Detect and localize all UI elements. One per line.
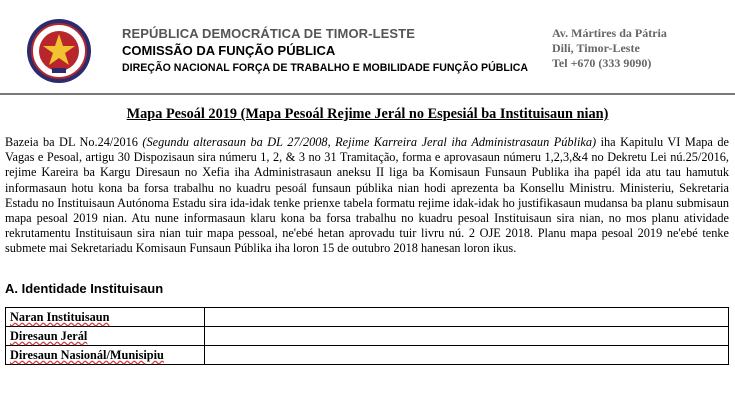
document-title: Mapa Pesoál 2019 (Mapa Pesoál Rejime Jerál no Espesiál ba Instituisaun nian) (126, 106, 609, 122)
national-directorate-field[interactable] (205, 346, 729, 365)
cfp-seal-icon (26, 18, 92, 84)
row-label: Diresaun Jerál (6, 327, 205, 346)
para-italic: (Segundu alterasaun ba DL 27/2008, Rejime Karreira Jeral iha Administrasaun Públika) (142, 135, 597, 149)
header-divider (0, 93, 735, 95)
intro-paragraph (5, 135, 729, 257)
directorate-name: DIREÇÃO NACIONAL FORÇA DE TRABALHO E MOBILIDADE FUNÇÃO PÚBLICA (122, 62, 529, 74)
table-row (6, 308, 729, 327)
section-heading: A. Identidade Instituisaun (5, 281, 164, 296)
address-city: Dili, Timor-Leste (552, 41, 640, 55)
institution-name-field[interactable] (205, 308, 729, 327)
identity-table (5, 307, 729, 365)
document-header (0, 0, 735, 96)
address-block (552, 26, 667, 71)
republic-name: REPÚBLICA DEMOCRÁTICA DE TIMOR-LESTE (122, 26, 415, 41)
address-street: Av. Mártires da Pátria (552, 26, 667, 40)
commission-name: COMISSÃO DA FUNÇÃO PÚBLICA (122, 43, 336, 58)
row-label: Naran Instituisaun (6, 308, 205, 327)
table-row (6, 346, 729, 365)
organization-block (122, 26, 528, 75)
general-directorate-field[interactable] (205, 327, 729, 346)
row-label: Diresaun Nasionál/Munisipiu (6, 346, 205, 365)
table-row (6, 327, 729, 346)
address-phone: Tel +670 (333 9090) (552, 56, 652, 70)
para-start: Bazeia ba DL No.24/2016 (5, 135, 143, 149)
para-rest: iha Kapitulu VI Mapa de Vagas e Pesoal, artigu 30 Dispozisaun sira númeru 1, 2, & 3 no 31 Tramitação, forma e aprovasaun númeru 1,2,3,&4 no Dekretu Lei nú.25/2016, rejime Kareira ba Kargu Diresaun no Xefia iha Administrasaun aneksu II liga ba Komisaun Funsaun Publika iha papél ida atu tau hamutuk informasaun hotu kona ba forsa trabalhu no kuadru pesoál funsaun públika nian hodi aprezenta ba Konsellu Ministru. Ministeriu, Sekretaria Estadu no Instituisaun Autónoma Estadu sira ida-idak tenke prienxe tabela formatu rejime idak-idak ho justifikasaun mudansa ba planu submisaun mapa pesoal 2019 nian. Atu nune informasaun klaru kona ba forsa trabalhu no kuadru pesoal Instituisaun sira nian, no mos planu atividade rekrutamentu Instituisaun sira nian tuir mapa pessoal, ne'ebé hetan aprovadu tuir livru nú. 2 OJE 2018. Planu mapa pesoal 2019 ne'ebé tenke submete mai Sekretariadu Komisaun Funsaun Públika iha loron 15 de outubro 2018 hanesan loron ikus. (5, 135, 730, 256)
